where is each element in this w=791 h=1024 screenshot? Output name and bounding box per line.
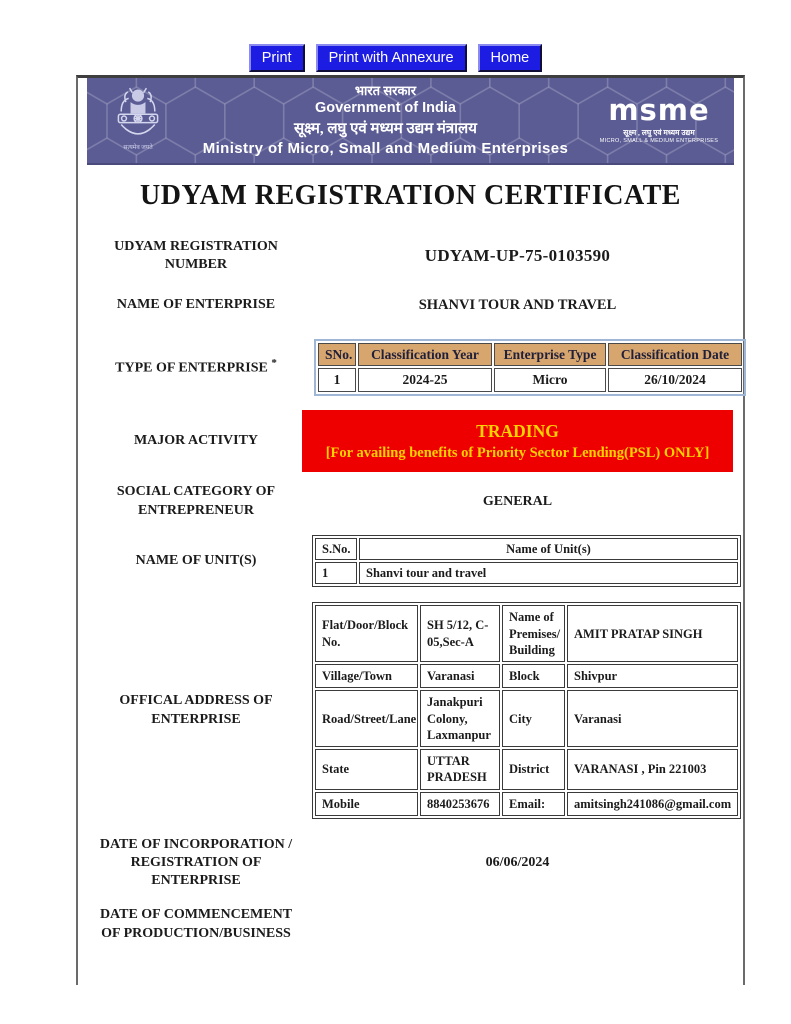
table-row xyxy=(315,792,738,816)
incorporation-date-value: 06/06/2024 xyxy=(485,855,550,871)
address-table-wrap xyxy=(302,602,741,819)
print-button[interactable]: Print xyxy=(249,44,305,72)
addr-value: Varanasi xyxy=(567,690,738,747)
address-table xyxy=(312,602,741,819)
cell-classification-date: 26/10/2024 xyxy=(608,368,742,392)
units-table-wrap xyxy=(302,535,741,588)
msme-logo-hindi-tagline: सूक्ष्म , लघु एवं मध्यम उद्यम xyxy=(623,128,695,138)
major-activity-banner xyxy=(302,410,733,473)
addr-value: UTTAR PRADESH xyxy=(420,749,500,790)
addr-label: Flat/Door/Block No. xyxy=(315,605,418,662)
certificate-fields xyxy=(90,238,733,943)
home-button[interactable]: Home xyxy=(478,44,543,72)
enterprise-type-label-text: TYPE OF ENTERPRISE xyxy=(115,360,268,376)
field-row-enterprise-name xyxy=(90,296,733,314)
addr-label: State xyxy=(315,749,418,790)
field-row-enterprise-type xyxy=(90,339,733,396)
major-activity-value: TRADING xyxy=(476,420,559,441)
print-with-annexure-button[interactable]: Print with Annexure xyxy=(316,44,467,72)
enterprise-type-label xyxy=(90,356,302,378)
field-row-commencement-date xyxy=(90,906,733,942)
addr-label: Name of Premises/ Building xyxy=(502,605,565,662)
addr-value: VARANASI , Pin 221003 xyxy=(567,749,738,790)
addr-value: Janakpuri Colony, Laxmanpur xyxy=(420,690,500,747)
incorporation-date-label: DATE OF INCORPORATION / REGISTRATION OF ENTERPRISE xyxy=(99,836,293,889)
government-banner xyxy=(87,78,734,165)
enterprise-name-value: SHANVI TOUR AND TRAVEL xyxy=(418,296,617,313)
table-row xyxy=(315,562,738,584)
col-sno: SNo. xyxy=(318,343,356,367)
field-row-social-category xyxy=(90,483,733,519)
addr-value: Varanasi xyxy=(420,664,500,688)
addr-label: Village/Town xyxy=(315,664,418,688)
registration-number-label: UDYAM REGISTRATION NUMBER xyxy=(114,239,278,273)
col-unit-sno: S.No. xyxy=(315,538,357,560)
enterprise-type-table-wrap xyxy=(302,339,746,396)
commencement-date-label: DATE OF COMMENCEMENT OF PRODUCTION/BUSINESS xyxy=(99,907,293,941)
addr-value: amitsingh241086@gmail.com xyxy=(567,792,738,816)
addr-label: Mobile xyxy=(315,792,418,816)
social-category-label: SOCIAL CATEGORY OF ENTREPRENEUR xyxy=(116,484,276,518)
cell-classification-year: 2024-25 xyxy=(358,368,492,392)
table-row xyxy=(315,605,738,662)
banner-english-line2: Ministry of Micro, Small and Medium Enterprises xyxy=(202,140,569,158)
table-row xyxy=(315,749,738,790)
commencement-date-value xyxy=(302,906,733,926)
emblem-caption: सत्यमेव जयते xyxy=(123,144,153,151)
banner-english-line1: Government of India xyxy=(315,100,456,117)
banner-hindi-line1: भारत सरकार xyxy=(354,82,417,98)
enterprise-type-header-row xyxy=(318,343,742,367)
certificate-title: UDYAM REGISTRATION CERTIFICATE xyxy=(140,180,681,211)
units-label: NAME OF UNIT(S) xyxy=(135,552,257,568)
cell-unit-name: Shanvi tour and travel xyxy=(359,562,738,584)
cell-enterprise-type: Micro xyxy=(494,368,606,392)
addr-label: District xyxy=(502,749,565,790)
addr-label: Block xyxy=(502,664,565,688)
col-classification-date: Classification Date xyxy=(608,343,742,367)
enterprise-name-label: NAME OF ENTERPRISE xyxy=(116,297,276,313)
field-row-incorporation-date xyxy=(90,836,733,891)
addr-label: Email: xyxy=(502,792,565,816)
major-activity-label: MAJOR ACTIVITY xyxy=(133,432,259,448)
field-row-units xyxy=(90,535,733,588)
table-row xyxy=(315,664,738,688)
certificate-frame xyxy=(76,75,745,985)
cell-sno: 1 xyxy=(318,368,356,392)
toolbar xyxy=(0,44,791,72)
col-enterprise-type: Enterprise Type xyxy=(494,343,606,367)
addr-value: Shivpur xyxy=(567,664,738,688)
addr-value: SH 5/12, C-05,Sec-A xyxy=(420,605,500,662)
addr-value: AMIT PRATAP SINGH xyxy=(567,605,738,662)
field-row-registration-number xyxy=(90,238,733,274)
col-classification-year: Classification Year xyxy=(358,343,492,367)
addr-label: City xyxy=(502,690,565,747)
table-row xyxy=(318,368,742,392)
national-emblem-icon xyxy=(101,83,175,158)
units-header-row xyxy=(315,538,738,560)
units-table xyxy=(312,535,741,588)
col-unit-name: Name of Unit(s) xyxy=(359,538,738,560)
field-row-major-activity xyxy=(90,410,733,473)
cell-unit-sno: 1 xyxy=(315,562,357,584)
registration-number-value: UDYAM-UP-75-0103590 xyxy=(424,246,611,266)
banner-text xyxy=(175,82,596,160)
msme-logo-word: msme xyxy=(608,92,710,127)
banner-hindi-line2: सूक्ष्म, लघु एवं मध्यम उद्यम मंत्रालय xyxy=(294,120,477,137)
addr-label: Road/Street/Lane xyxy=(315,690,418,747)
major-activity-note: [For availing benefits of Priority Sector Lending(PSL) ONLY] xyxy=(325,445,710,462)
enterprise-type-table xyxy=(314,339,746,396)
address-label: OFFICAL ADDRESS OF ENTERPRISE xyxy=(119,693,273,727)
social-category-value: GENERAL xyxy=(482,493,553,509)
msme-logo xyxy=(596,92,722,145)
msme-logo-english-tagline: MICRO, SMALL & MEDIUM ENTERPRISES xyxy=(599,138,719,145)
enterprise-type-asterisk: * xyxy=(271,357,277,370)
field-row-address xyxy=(90,602,733,819)
addr-value: 8840253676 xyxy=(420,792,500,816)
table-row xyxy=(315,690,738,747)
